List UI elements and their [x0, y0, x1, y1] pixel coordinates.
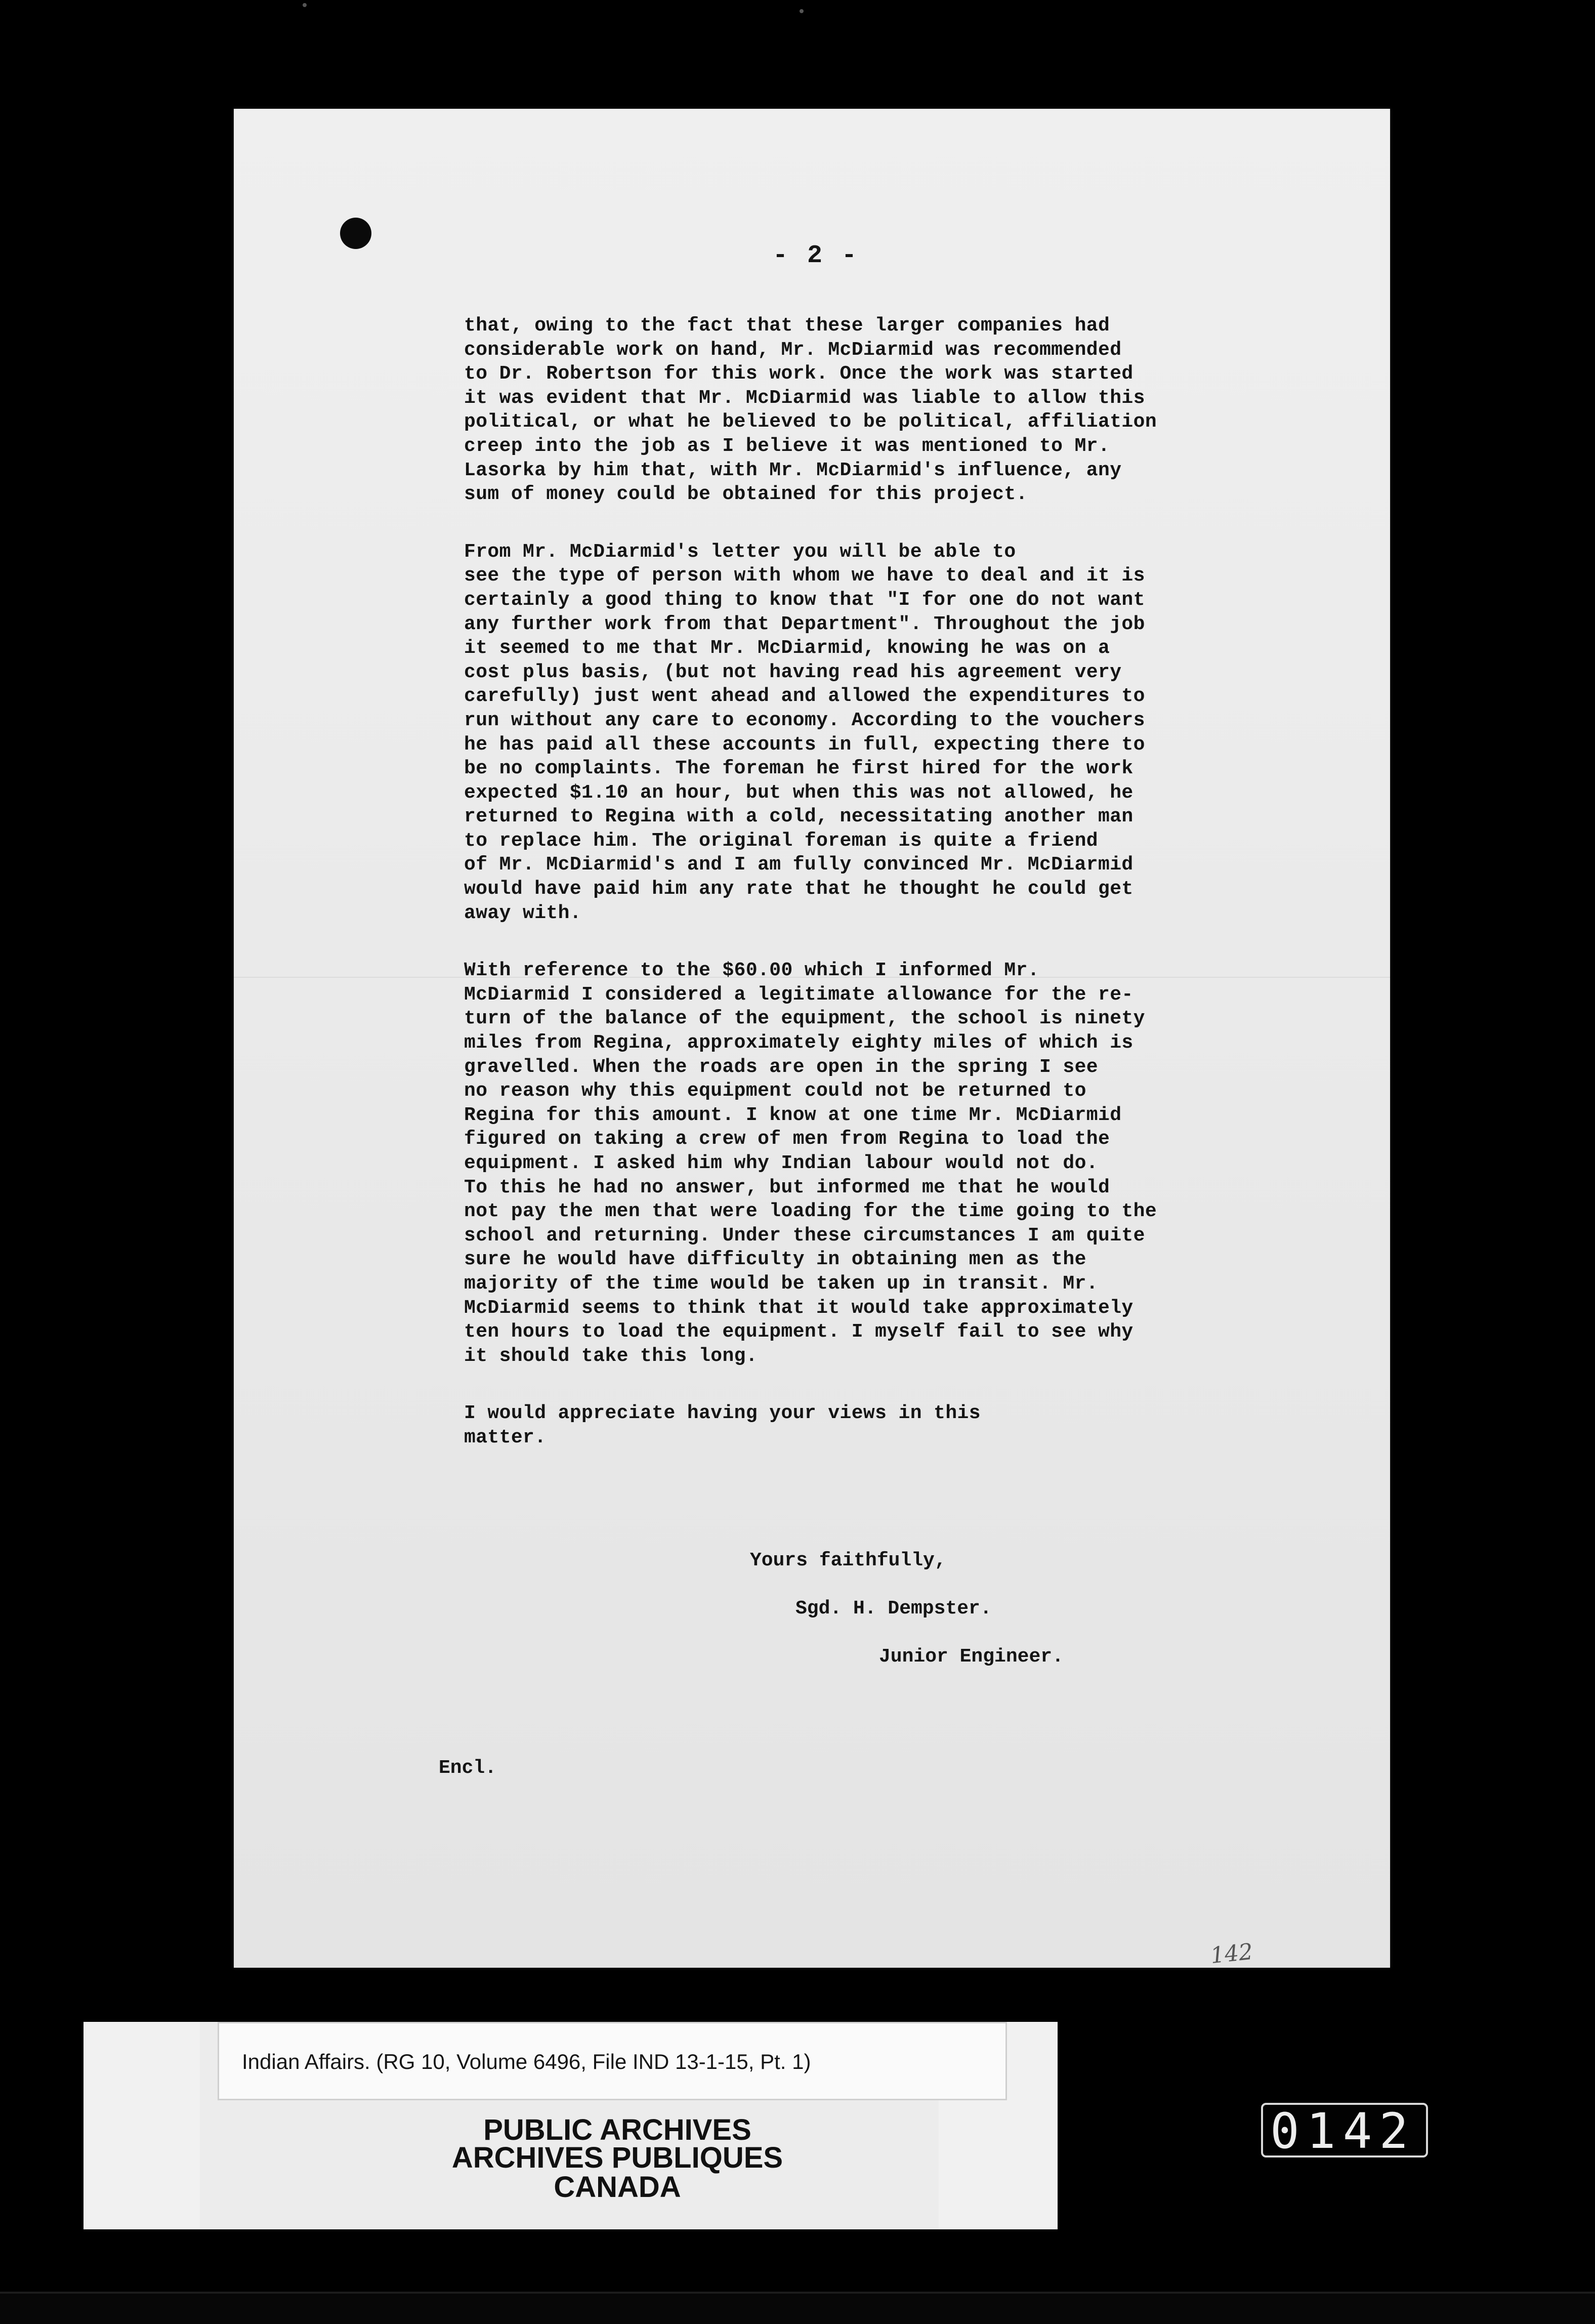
film-speck [800, 9, 804, 13]
archive-name-line-1: PUBLIC ARCHIVES [483, 2113, 751, 2146]
page-number: - 2 - [773, 241, 859, 270]
frame-counter-digits: 0142 [1270, 2103, 1416, 2160]
paragraph-4: I would appreciate having your views in this matter. [464, 1402, 981, 1448]
closing-salutation: Yours faithfully, [750, 1550, 946, 1571]
letter-body [464, 314, 1314, 1483]
enclosure-note: Encl. [439, 1757, 497, 1779]
archive-reference-text: Indian Affairs. (RG 10, Volume 6496, File IND 13-1-15, Pt. 1) [242, 2050, 811, 2073]
punch-hole [340, 218, 371, 249]
archive-label-strip [83, 2022, 1058, 2229]
archive-reference-label [218, 2022, 1007, 2100]
frame-counter [1261, 2103, 1428, 2160]
paragraph-2: From Mr. McDiarmid's letter you will be able to see the type of person with whom we have to deal and it is certainly a good thing to know that "I for one do not want any further work from that Department". Throughout the job it seemed to me that Mr. McDiarmid, knowing he was on a cost plus basis, (but not having read his agreement very carefully) just went ahead and allowed the expenditures to run without any care to economy. According to the vouchers he has paid all these accounts in full, expecting there to be no complaints. The foreman he first hired for the work expected $1.10 an hour, but when this was not allowed, he returned to Regina with a cold, necessitating another man to replace him. The original foreman is quite a friend of Mr. McDiarmid's and I am fully convinced Mr. McDiarmid would have paid him any rate that he thought he could get away with. [464, 541, 1145, 924]
archive-name-line-2: ARCHIVES PUBLIQUES [451, 2141, 783, 2174]
archive-name-line-3: CANADA [554, 2171, 681, 2204]
paragraph-1: that, owing to the fact that these larger companies had considerable work on hand, Mr. McDiarmid was recommended to Dr. Robertson for this work. Once the work was started it was evident that Mr. McDiarmid was liable to allow this political, or what he believed to be political, affiliation creep into the job as I believe it was mentioned to Mr. Lasorka by him that, with Mr. McDiarmid's influence, any sum of money could be obtained for this project. [464, 315, 1157, 506]
letter-page [234, 109, 1390, 1968]
film-speck [303, 3, 307, 7]
signature-line: Sgd. H. Dempster. [795, 1598, 992, 1620]
handwritten-folio-number: 142 [1209, 1938, 1254, 1969]
signature-title: Junior Engineer. [879, 1646, 1064, 1668]
film-edge [0, 2292, 1595, 2324]
paragraph-3: With reference to the $60.00 which I informed Mr. McDiarmid I considered a legitimate allowance for the re- turn of the balance of the equipment, the school is ninety miles from Regina, approximately eighty miles of which is gravelled. When the roads are open in the spring I see no reason why this equipment could not be returned to Regina for this amount. I know at one time Mr. McDiarmid figured on taking a crew of men from Regina to load the equipment. I asked him why Indian labour would not do. To this he had no answer, but informed me that he would not pay the men that were loading for the time going to the school and returning. Under these circumstances I am quite sure he would have difficulty in obtaining men as the majority of the time would be taken up in transit. Mr. McDiarmid seems to think that it would take approximately ten hours to load the equipment. I myself fail to see why it should take this long. [464, 960, 1157, 1367]
